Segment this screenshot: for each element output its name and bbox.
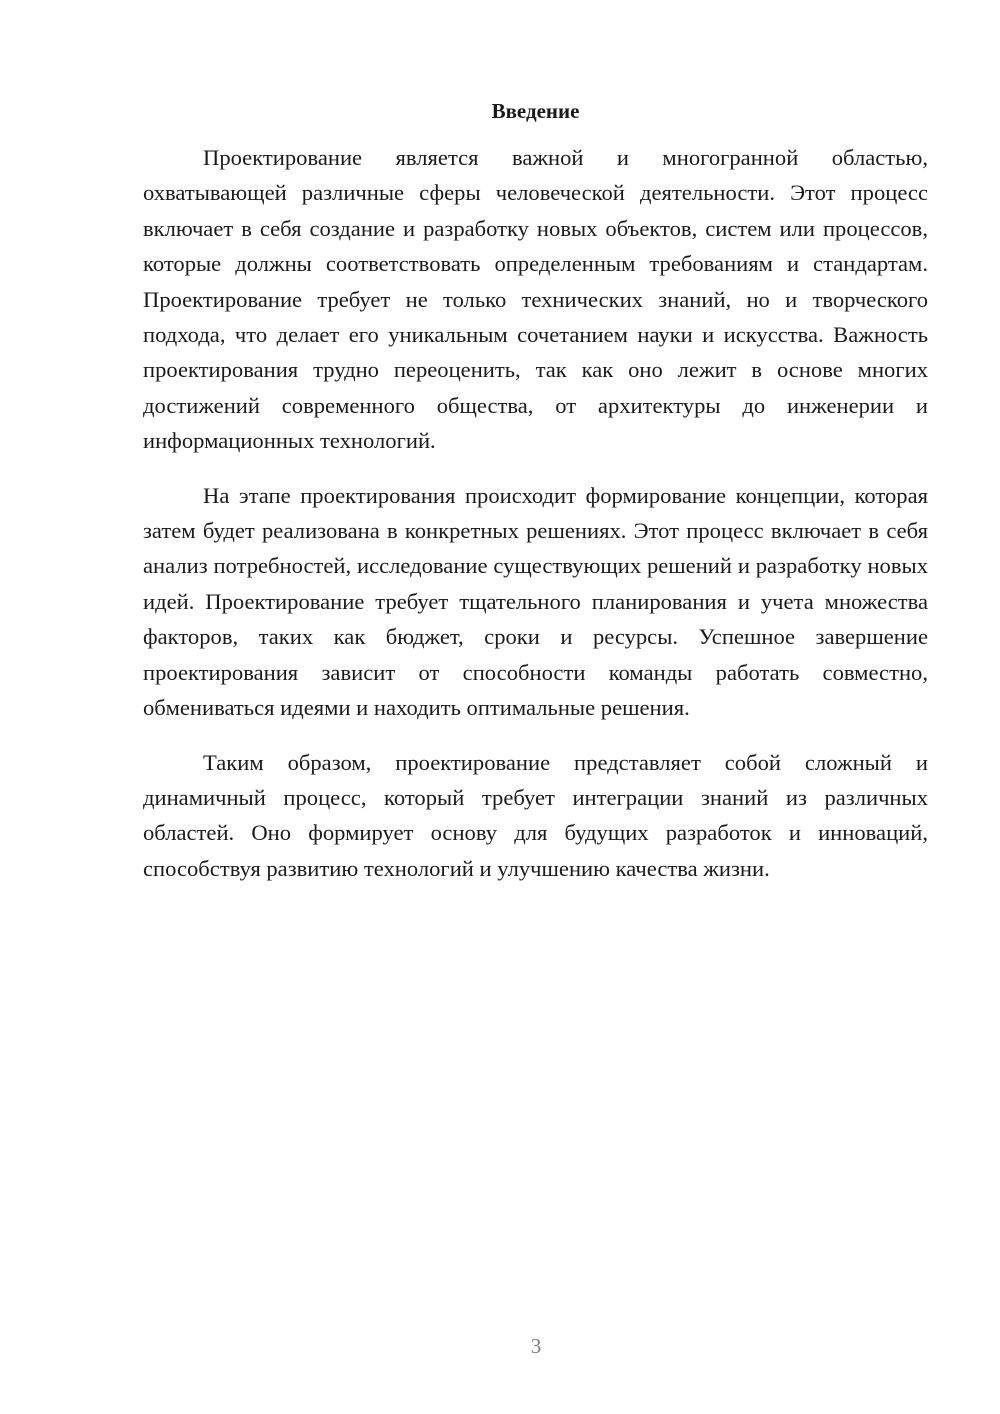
page-number: 3 — [530, 1334, 542, 1358]
paragraph-1: Проектирование является важной и многогранной областью, охватывающей различные сферы человеческой деятельности. Этот процесс включает в себя создание и разработку новых объектов, систем или процессов, которые должны соответствовать определенным требованиям и стандартам. Проектирование требует не только технических знаний, но и творческого подхода, что делает его уникальным сочетанием науки и искусства. Важность проектирования трудно переоценить, так как оно лежит в основе многих достижений современного общества, от архитектуры до инженерии и информационных технологий. — [143, 145, 928, 454]
page-content — [143, 96, 928, 905]
paragraph-2: На этапе проектирования происходит формирование концепции, которая затем будет реализована в конкретных решениях. Этот процесс включает в себя анализ потребностей, исследование существующих решений и разработку новых идей. Проектирование требует тщательного планирования и учета множества факторов, таких как бюджет, сроки и ресурсы. Успешное завершение проектирования зависит от способности команды работать совместно, обмениваться идеями и находить оптимальные решения. — [143, 482, 928, 721]
section-title: Введение — [491, 99, 580, 123]
paragraph-3: Таким образом, проектирование представляет собой сложный и динамичный процесс, который требует интеграции знаний из различных областей. Оно формирует основу для будущих разработок и инноваций, способствуя развитию технологий и улучшению качества жизни. — [143, 749, 928, 881]
